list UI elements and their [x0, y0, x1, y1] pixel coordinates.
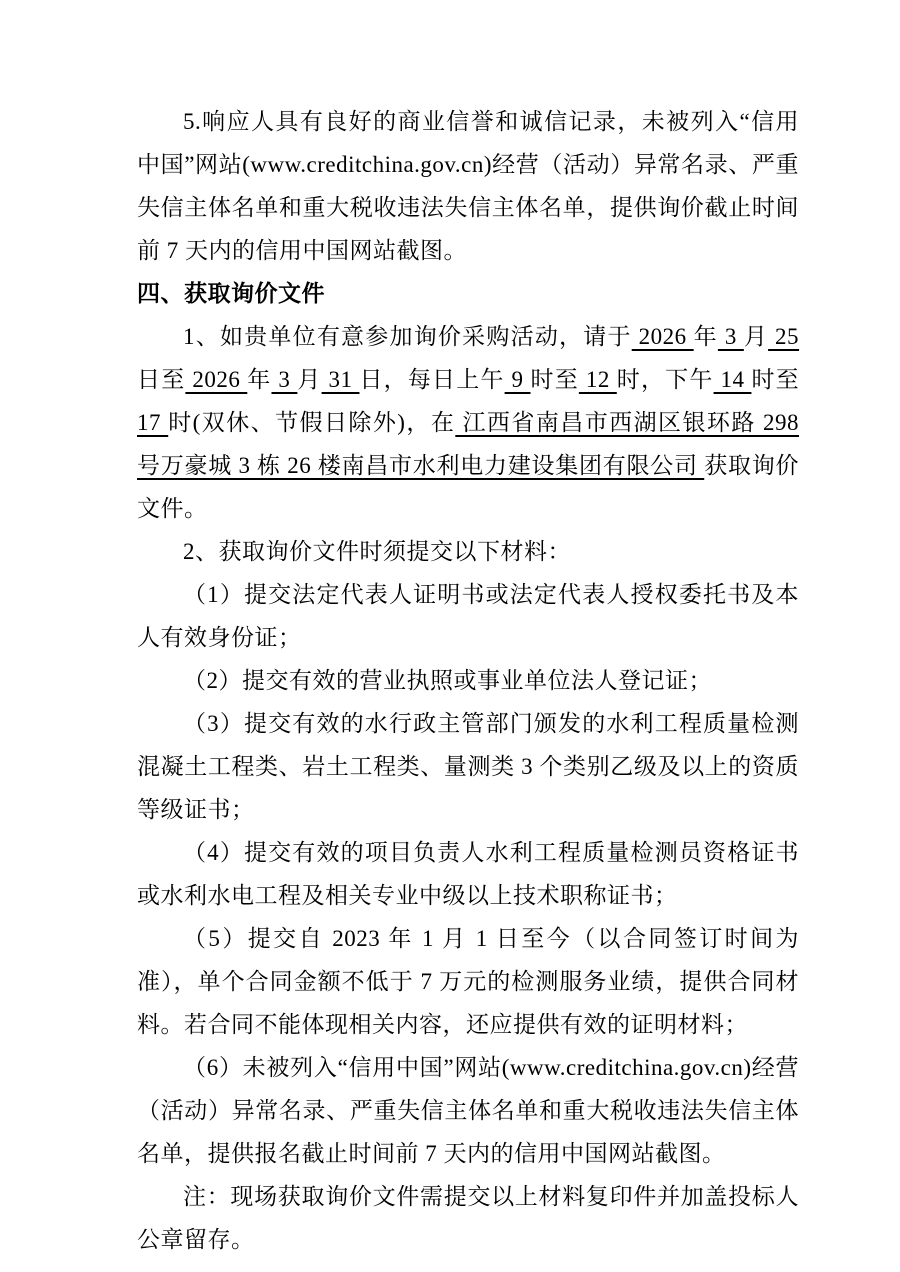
heading-section-4 — [137, 272, 799, 315]
paragraph-text: （5）提交自 2023 年 1 月 1 日至今（以合同签订时间为准），单个合同金额不低于 7 万元的检测服务业绩，提供合同材料。若合同不能体现相关内容，还应提供有效的证明材料； — [137, 926, 799, 1037]
para-material-3 — [137, 702, 799, 831]
para-credit-record — [137, 100, 799, 272]
paragraph-text: 月 — [743, 324, 769, 349]
para-material-5 — [137, 917, 799, 1046]
paragraph-text: 日至 — [137, 367, 186, 392]
section-heading-text: 四、获取询价文件 — [137, 281, 325, 306]
paragraph-text: 时至 — [530, 367, 579, 392]
para-obtain-time-place — [137, 315, 799, 530]
paragraph-text: 5.响应人具有良好的商业信誉和诚信记录，未被列入“信用中国”网站(www.creditchina.gov.cn)经营（活动）异常名录、严重失信主体名单和重大税收违法失信主体名单，提供询价截止时间前 7 天内的信用中国网站截图。 — [137, 109, 799, 263]
para-material-4 — [137, 831, 799, 917]
blank-day-end: 31 — [321, 367, 360, 392]
paragraph-text: （1）提交法定代表人证明书或法定代表人授权委托书及本人有效身份证； — [137, 582, 799, 650]
paragraph-text: 注：现场获取询价文件需提交以上材料复印件并加盖投标人公章留存。 — [137, 1184, 799, 1252]
para-materials-intro — [137, 530, 799, 573]
paragraph-text: 日，每日上午 — [359, 367, 505, 392]
para-note — [137, 1175, 799, 1261]
document-content — [137, 100, 799, 1261]
blank-month-start: 3 — [717, 324, 744, 349]
paragraph-text: 时，下午 — [616, 367, 714, 392]
blank-afternoon-start-hour: 14 — [713, 367, 752, 392]
paragraph-text: （3）提交有效的水行政主管部门颁发的水利工程质量检测混凝土工程类、岩土工程类、量测类 3 个类别乙级及以上的资质等级证书； — [137, 711, 799, 822]
blank-address: 江西省南昌市西湖区银环路 298 号万豪城 3 栋 26 楼南昌市水利电力建设集团有限公司 — [137, 410, 800, 478]
paragraph-text: 年 — [693, 324, 718, 349]
blank-year-end: 2026 — [185, 367, 248, 392]
paragraph-text: 时(双休、节假日除外)，在 — [168, 410, 456, 435]
blank-day-start: 25 — [768, 324, 800, 349]
para-material-1 — [137, 573, 799, 659]
paragraph-text: 1、如贵单位有意参加询价采购活动，请于 — [183, 324, 632, 349]
blank-morning-end-hour: 12 — [578, 367, 617, 392]
paragraph-text: 时至 — [751, 367, 800, 392]
paragraph-text: （4）提交有效的项目负责人水利工程质量检测员资格证书或水利水电工程及相关专业中级以上技术职称证书； — [137, 840, 799, 908]
paragraph-text: 年 — [247, 367, 272, 392]
blank-afternoon-end-hour: 17 — [137, 410, 169, 435]
paragraph-text: （6）未被列入“信用中国”网站(www.creditchina.gov.cn)经营（活动）异常名录、严重失信主体名单和重大税收违法失信主体名单，提供报名截止时间前 7 天内的信用中国网站截图。 — [137, 1055, 799, 1166]
paragraph-text: 月 — [297, 367, 322, 392]
blank-month-end: 3 — [271, 367, 298, 392]
paragraph-text: （2）提交有效的营业执照或事业单位法人登记证； — [183, 668, 712, 693]
para-material-6 — [137, 1046, 799, 1175]
paragraph-text: 2、获取询价文件时须提交以下材料： — [183, 539, 571, 564]
paragraph-text: 获取询价文件。 — [137, 453, 799, 521]
blank-morning-start-hour: 9 — [504, 367, 531, 392]
para-material-2 — [137, 659, 799, 702]
blank-year-start: 2026 — [631, 324, 694, 349]
